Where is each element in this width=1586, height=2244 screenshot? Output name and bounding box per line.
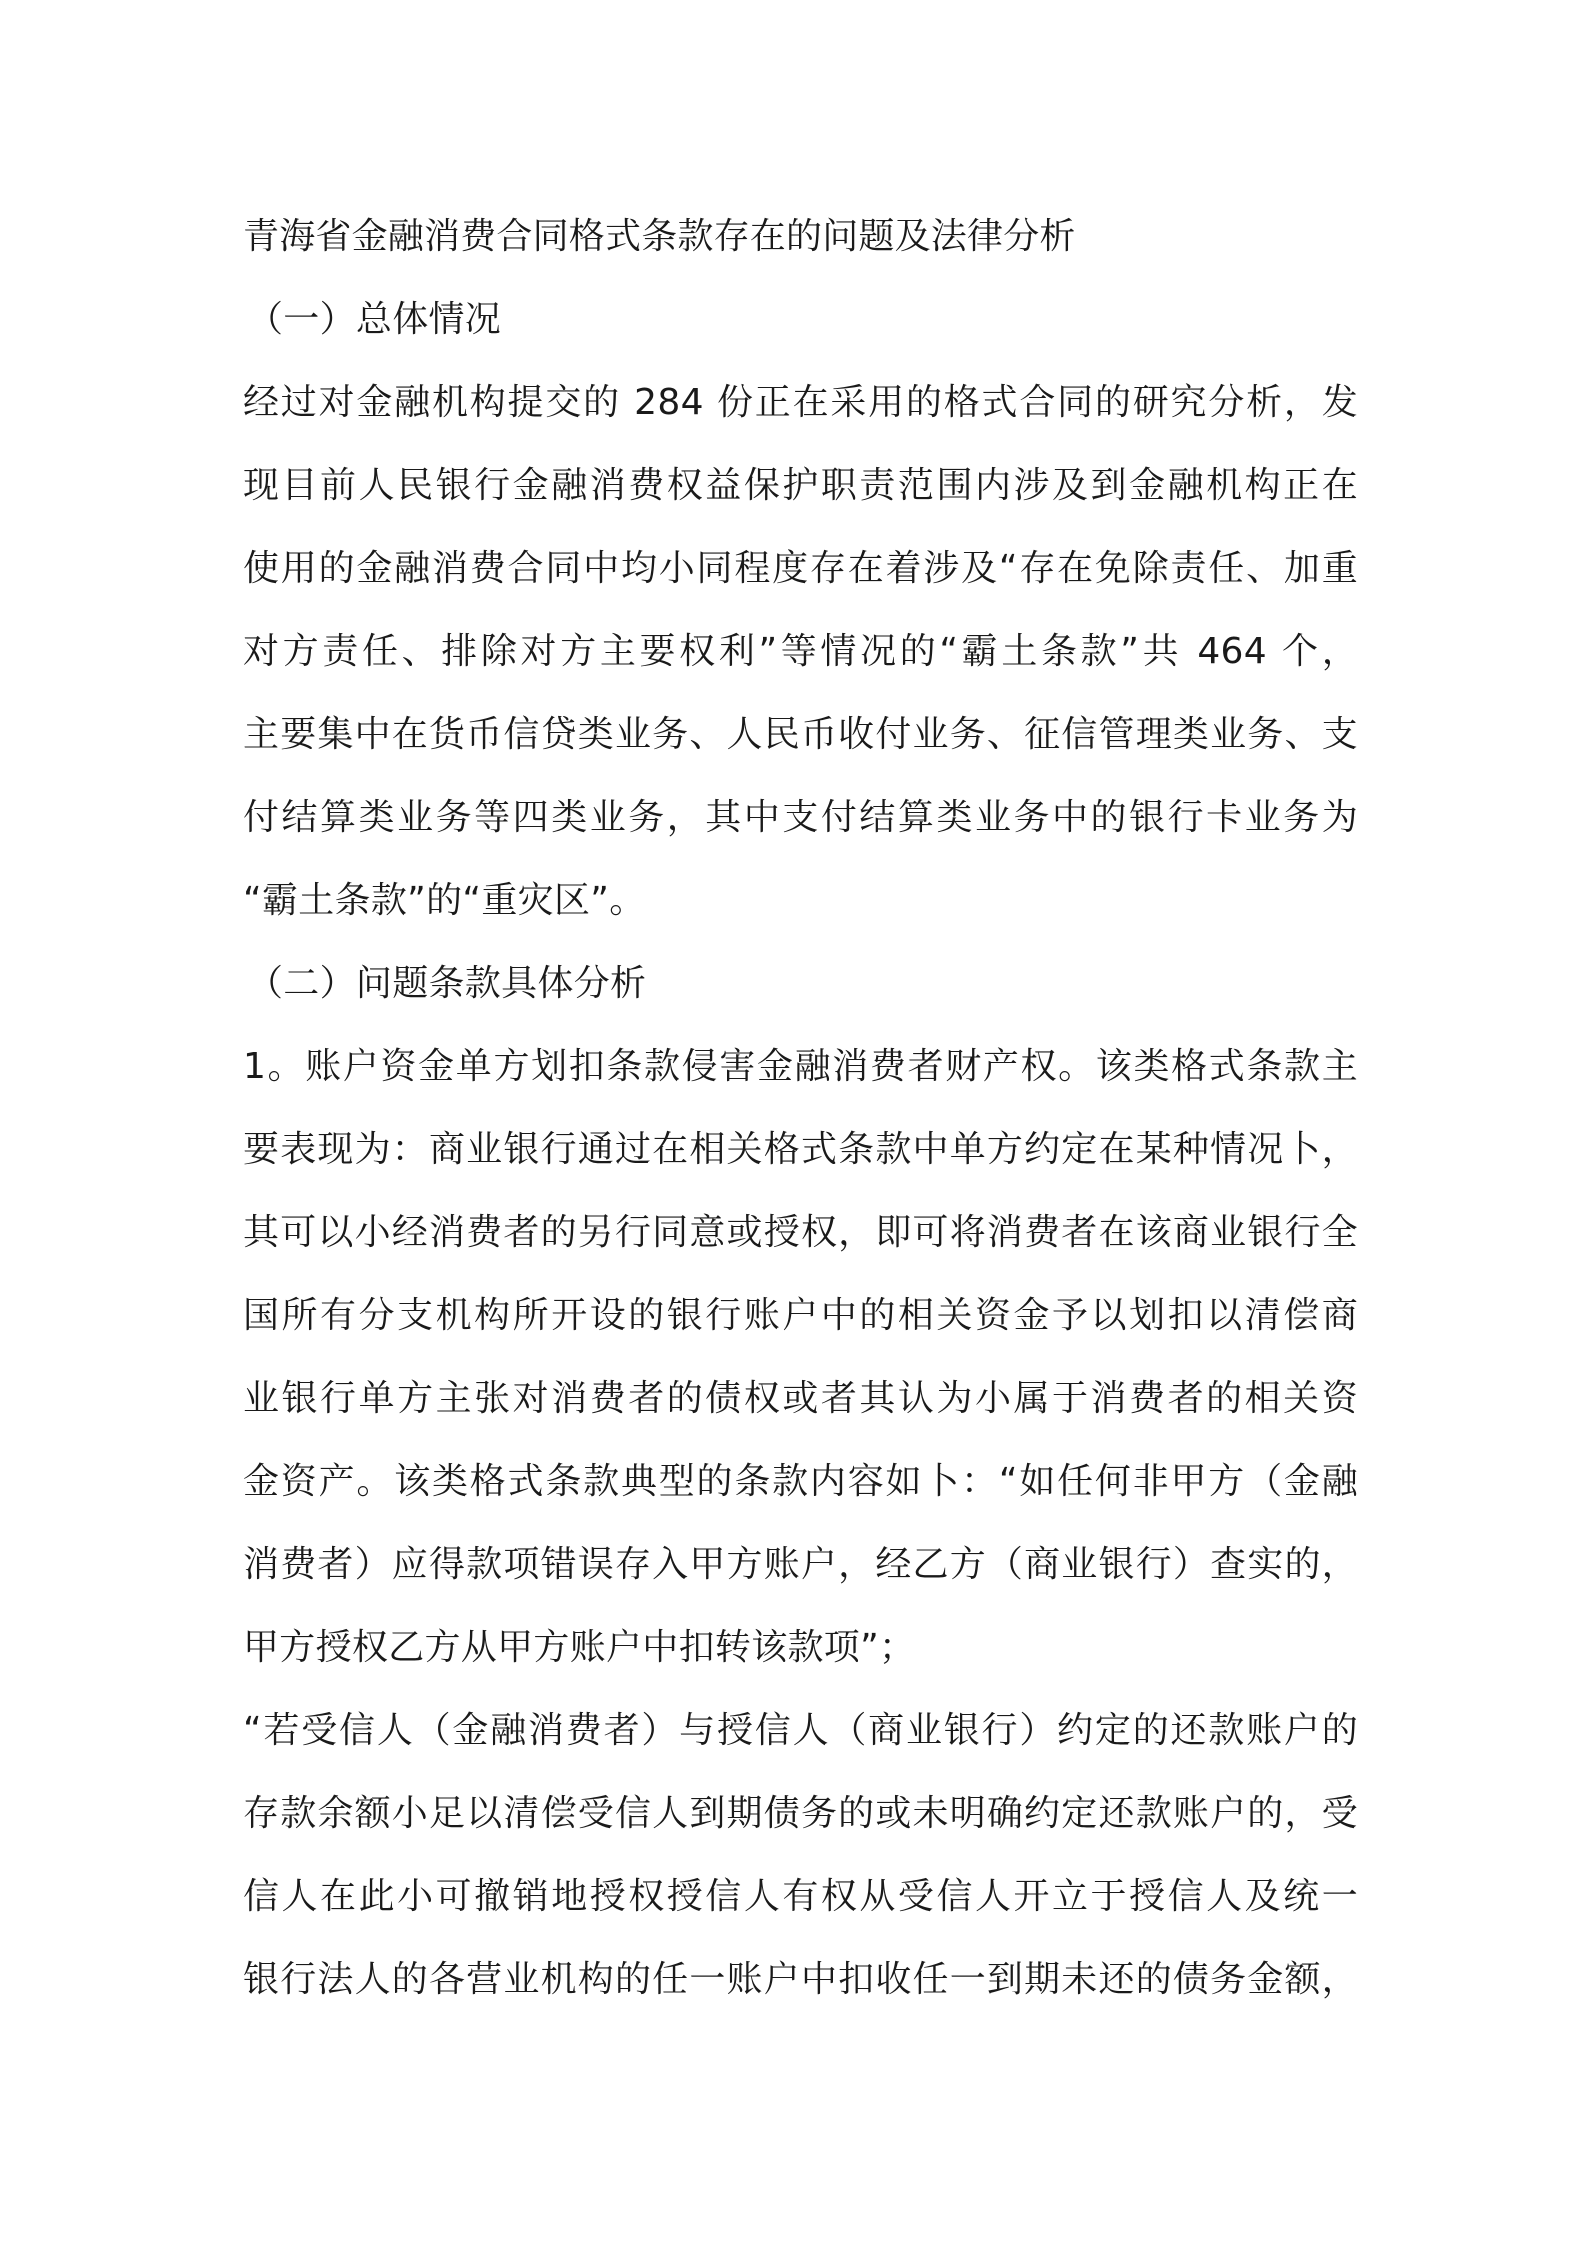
document-body	[243, 195, 1358, 2021]
paragraph-line: “若受信人（金融消费者）与授信人（商业银行）约定的还款账户的	[243, 1710, 1358, 1751]
paragraph-line: 付结算类业务等四类业务，其中支付结算类业务中的银行卡业务为	[243, 797, 1358, 838]
paragraph-line: 主要集中在货币信贷类业务、人民币收付业务、征信管理类业务、支	[243, 714, 1358, 755]
paragraph-line: 国所有分支机构所开设的银行账户中的相关资金予以划扣以清偿商	[243, 1295, 1358, 1336]
paragraph-line: 存款余额小足以清偿受信人到期债务的或未明确约定还款账户的，受	[243, 1793, 1358, 1834]
paragraph-line: 信人在此小可撤销地授权授信人有权从受信人开立于授信人及统一	[243, 1876, 1358, 1917]
paragraph-line: 对方责任、排除对方主要权利”等情况的“霸土条款”共 464 个，	[243, 631, 1358, 672]
paragraph-line: 银行法人的各营业机构的任一账户中扣收任一到期未还的债务金额，	[243, 1959, 1358, 2000]
document-title: 青海省金融消费合同格式条款存在的问题及法律分析	[243, 216, 1076, 257]
paragraph-line: 要表现为：商业银行通过在相关格式条款中单方约定在某种情况卜，	[243, 1129, 1358, 1170]
section-heading-analysis: （二）问题条款具体分析	[247, 963, 647, 1004]
paragraph-line: 甲方授权乙方从甲方账户中扣转该款项”；	[243, 1627, 916, 1668]
paragraph-line: “霸土条款”的“重灾区”。	[243, 880, 646, 921]
paragraph-line: 金资产。该类格式条款典型的条款内容如卜：“如任何非甲方（金融	[243, 1461, 1358, 1502]
paragraph-line: 使用的金融消费合同中均小同程度存在着涉及“存在免除责任、加重	[243, 548, 1358, 589]
paragraph-line: 现目前人民银行金融消费权益保护职责范围内涉及到金融机构正在	[243, 465, 1358, 506]
section-heading-overview: （一）总体情况	[247, 299, 502, 340]
paragraph-line: 消费者）应得款项错误存入甲方账户，经乙方（商业银行）查实的，	[243, 1544, 1358, 1585]
paragraph-line: 其可以小经消费者的另行同意或授权，即可将消费者在该商业银行全	[243, 1212, 1358, 1253]
paragraph-line: 业银行单方主张对消费者的债权或者其认为小属于消费者的相关资	[243, 1378, 1358, 1419]
paragraph-line: 经过对金融机构提交的 284 份正在采用的格式合同的研究分析，发	[243, 382, 1358, 423]
paragraph-line: 1。账户资金单方划扣条款侵害金融消费者财产权。该类格式条款主	[243, 1046, 1358, 1087]
